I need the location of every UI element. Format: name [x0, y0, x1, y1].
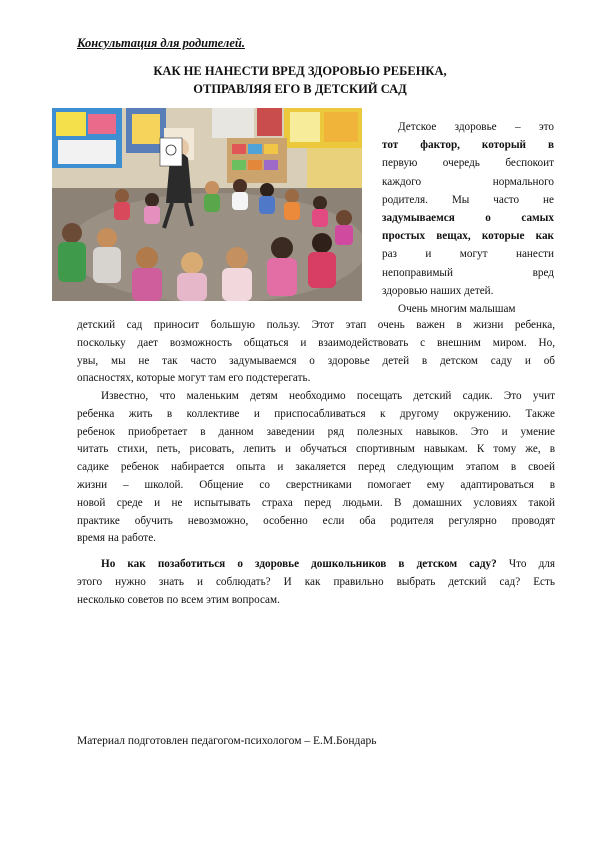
paragraph-1 [77, 317, 555, 388]
paragraph-line: детский сад приносит большую пользу. Этот этап очень важен в жизни ребенка, [77, 319, 555, 331]
title-line-2: ОТПРАВЛЯЯ ЕГО В ДЕТСКИЙ САД [193, 82, 407, 96]
paragraph-3 [77, 556, 555, 609]
side-text-line: простых вещах, которые как [382, 230, 554, 243]
paragraph-line: несколько советов по всем этим вопросам. [77, 593, 280, 606]
paragraph-line: опасностях, которые могут там его подстерегать. [77, 372, 311, 385]
side-text-line: Детское здоровье – это [398, 121, 554, 133]
paragraph-line: этого нужно знать и соблюдать? И как правильно выбрать детский сад? Есть [77, 575, 555, 588]
paragraph-line: читать стихи, петь, рисовать, лепить и обучаться спортивным навыкам. К тому же, в [77, 443, 555, 456]
side-text-line: родителя. Мы часто не [382, 193, 554, 206]
side-text-line: раз и могут нанести [382, 248, 554, 261]
side-text-line: тот фактор, который в [382, 139, 554, 152]
side-text-line: Очень многим малышам [398, 302, 516, 315]
paragraph-line: ребенок приобретает в данном заведении ряд полезных навыков. Это и умение [77, 425, 555, 438]
paragraph-line: ребенка жить в коллективе и приспосабливаться к другому окружению. Также [77, 407, 555, 420]
paragraph-line: Но как позаботиться о здоровье дошкольников в детском саду? Что для [101, 558, 555, 570]
title-line-1: КАК НЕ НАНЕСТИ ВРЕД ЗДОРОВЬЮ РЕБЕНКА, [153, 64, 447, 78]
paragraph-line: Известно, что маленьким детям необходимо посещать детский садик. Это учит [101, 390, 555, 402]
consultation-label: Консультация для родителей. [77, 36, 245, 50]
side-text-line: первую очередь беспокоит [382, 157, 554, 170]
paragraph-line: жизни – школой. Общение со сверстниками помогает ему адаптироваться в [77, 478, 555, 491]
document-title [60, 62, 540, 98]
paragraph-line: время на работе. [77, 532, 156, 545]
paragraph-2 [77, 388, 555, 548]
side-text-line: каждого нормального [382, 175, 554, 188]
paragraph-line: поскольку дает возможность общаться и взаимодействовать с внешним миром. Но, [77, 336, 555, 349]
classroom-photo [52, 108, 362, 301]
side-text-line: задумываемся о самых [382, 211, 554, 224]
paragraph-line: садике ребенок набирается опыта и закаляется перед следующим этапом в своей [77, 461, 555, 474]
paragraph-line: новой среде и не испытывать страха перед людьми. В домашних условиях такой [77, 496, 555, 509]
intro-side-text [382, 118, 554, 318]
paragraph-line: увы, мы не так часто задумываемся о здоровье детей в детском саду и об [77, 354, 555, 367]
author-credit: Материал подготовлен педагогом-психологом – Е.М.Бондарь [77, 735, 377, 747]
side-text-line: здоровью наших детей. [382, 284, 494, 297]
paragraph-line: практике обучить невозможно, особенно если оба родителя регулярно проводят [77, 514, 555, 527]
side-text-line: непоправимый вред [382, 266, 554, 279]
